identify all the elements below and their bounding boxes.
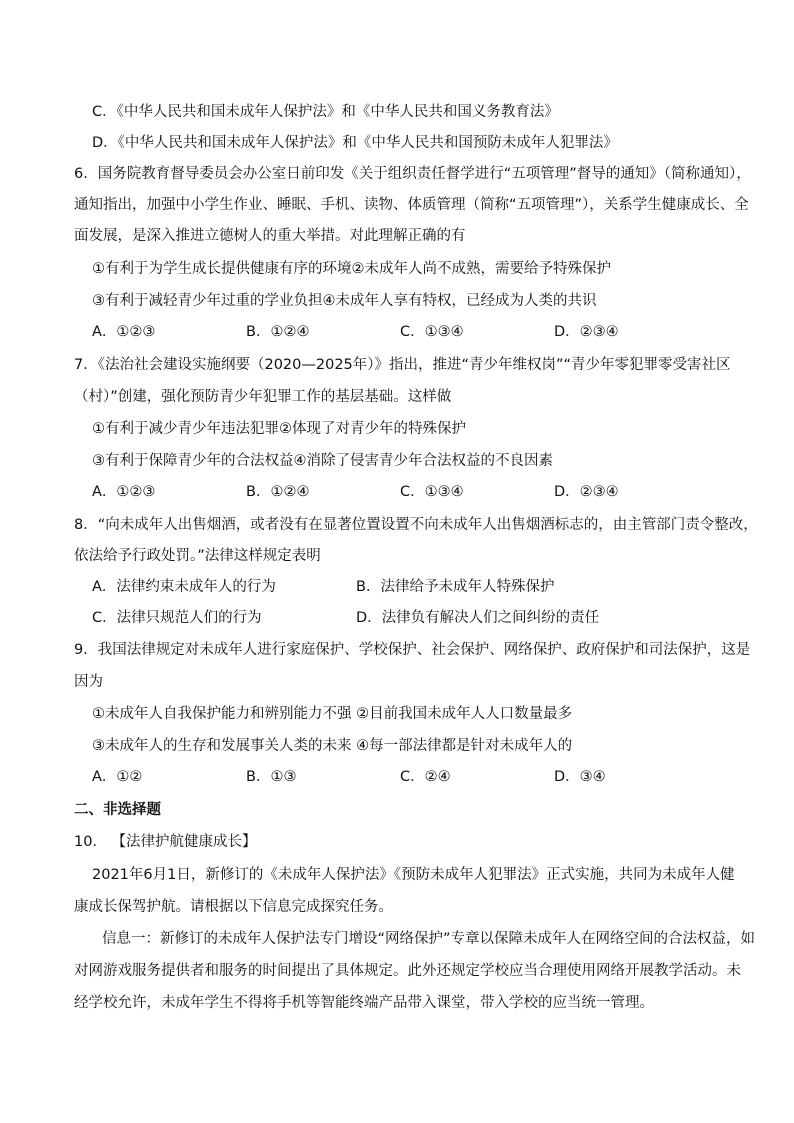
- q8-option-c: C．法律只规范人们的行为: [92, 610, 262, 626]
- q6-stem-line-2: 通知指出，加强中小学生作业、睡眠、手机、读物、体质管理（简称“五项管理”），关系学生健康成长、全: [74, 197, 749, 213]
- q9-option-a: A．①②: [92, 769, 143, 785]
- q10-info1-line-3: 经学校允许，未成年学生不得将手机等智能终端产品带入课堂，带入学校的应当统一管理。: [74, 995, 654, 1011]
- q9-stem-line-2: 因为: [74, 674, 103, 690]
- q6-option-d: D．②③④: [554, 324, 619, 340]
- q8-stem-line-1: 8．“向未成年人出售烟酒，或者没有在显著位置设置不向未成年人出售烟酒标志的，由主管部门责令整改，: [74, 517, 758, 533]
- q7-option-a: A．①②③: [92, 484, 156, 500]
- q6-option-a: A．①②③: [92, 324, 156, 340]
- q8-option-b: B．法律给予未成年人特殊保护: [356, 579, 555, 595]
- q10-title: 10． 【法律护航健康成长】: [74, 834, 257, 850]
- q10-info1-line-1: 信息一：新修订的未成年人保护法专门增设“网络保护”专章以保障未成年人在网络空间的合法权益，如: [102, 931, 756, 947]
- q10-intro-line-2: 康成长保驾护航。请根据以下信息完成探究任务。: [74, 899, 393, 915]
- q6-option-c: C．①③④: [400, 324, 464, 340]
- q5-option-d: D．《中华人民共和国未成年人保护法》和《中华人民共和国预防未成年人犯罪法》: [92, 135, 618, 151]
- q7-stem-line-1: 7．《法治社会建设实施纲要（2020—2025年）》指出，推进“青少年维权岗”“青少年零犯罪零受害社区: [74, 357, 731, 373]
- q7-option-d: D．②③④: [554, 484, 619, 500]
- q7-stem-line-2: （村）”创建，强化预防青少年犯罪工作的基层基础。这样做: [74, 389, 452, 405]
- section-heading: 二、非选择题: [74, 802, 161, 818]
- q6-statement-1: ①有利于为学生成长提供健康有序的环境②未成年人尚不成熟，需要给予特殊保护: [92, 261, 611, 277]
- q8-option-a: A．法律约束未成年人的行为: [92, 579, 276, 595]
- q6-stem-line-3: 面发展，是深入推进立德树人的重大举措。对此理解正确的有: [74, 228, 466, 244]
- q7-statement-2: ③有利于保障青少年的合法权益④消除了侵害青少年合法权益的不良因素: [92, 453, 553, 469]
- q9-option-c: C．②④: [400, 769, 451, 785]
- q5-option-c: C．《中华人民共和国未成年人保护法》和《中华人民共和国义务教育法》: [92, 104, 559, 120]
- q6-stem-line-1: 6．国务院教育督导委员会办公室日前印发《关于组织责任督学进行“五项管理”督导的通知》（简称通知），: [74, 166, 751, 182]
- q10-intro-line-1: 2021年6月1日，新修订的《未成年人保护法》《预防未成年人犯罪法》正式实施，共同为未成年人健: [92, 867, 735, 883]
- q9-stem-line-1: 9．我国法律规定对未成年人进行家庭保护、学校保护、社会保护、网络保护、政府保护和司法保护，这是: [74, 642, 751, 658]
- q7-option-c: C．①③④: [400, 484, 464, 500]
- q9-statement-2: ③未成年人的生存和发展事关人类的未来 ④每一部法律都是针对未成年人的: [92, 738, 573, 754]
- q9-statement-1: ①未成年人自我保护能力和辨别能力不强 ②目前我国未成年人人口数量最多: [92, 706, 573, 722]
- q6-option-b: B．①②④: [246, 324, 310, 340]
- q7-statement-1: ①有利于减少青少年违法犯罪②体现了对青少年的特殊保护: [92, 421, 466, 437]
- q9-option-d: D．③④: [554, 769, 606, 785]
- q10-info1-line-2: 对网游戏服务提供者和服务的时间提出了具体规定。此外还规定学校应当合理使用网络开展教学活动。未: [74, 963, 741, 979]
- q9-option-b: B．①③: [246, 769, 297, 785]
- q6-statement-2: ③有利于减轻青少年过重的学业负担④未成年人享有特权，已经成为人类的共识: [92, 293, 597, 309]
- q7-option-b: B．①②④: [246, 484, 310, 500]
- q8-option-d: D．法律负有解决人们之间纠纷的责任: [356, 610, 600, 626]
- q8-stem-line-2: 依法给予行政处罚。”法律这样规定表明: [74, 548, 321, 564]
